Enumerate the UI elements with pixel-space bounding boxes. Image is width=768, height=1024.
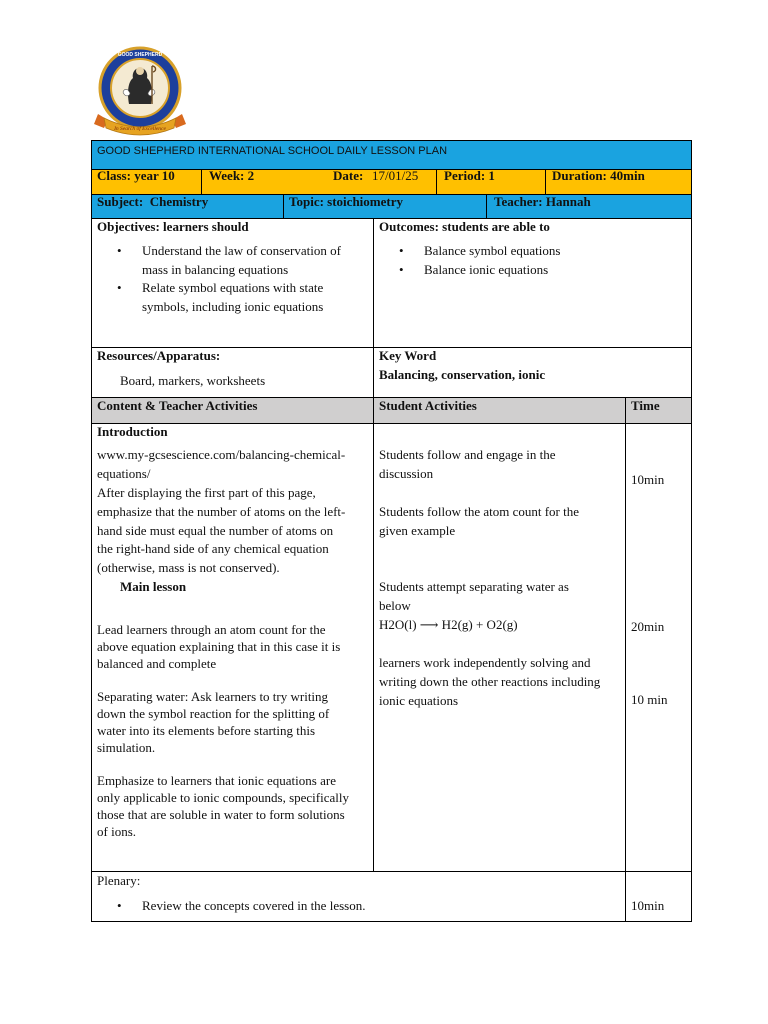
atom-count-paragraph: Lead learners through an atom count for the above equation explaining that in this case it is balanced and complete <box>97 622 341 671</box>
subject-field: Subject: Chemistry <box>97 194 209 209</box>
objective-item: Relate symbol equations with state symbols, including ionic equations <box>142 280 324 314</box>
student-activity: Students attempt separating water as below <box>379 579 569 613</box>
outcomes-heading: Outcomes: students are able to <box>379 219 550 234</box>
keyword-heading: Key Word <box>379 348 437 363</box>
bullet-icon: • <box>117 243 122 258</box>
content-header: Content & Teacher Activities <box>97 398 258 413</box>
time-practice: 10 min <box>631 692 668 707</box>
bullet-icon: • <box>399 262 404 277</box>
ionic-equations-paragraph: Emphasize to learners that ionic equations are only applicable to ionic compounds, specifically those that are soluble in water to form solutions of ions. <box>97 773 349 839</box>
outcome-item: Balance ionic equations <box>424 262 549 277</box>
introduction-heading: Introduction <box>97 424 168 439</box>
water-equation: H2O(l) ⟶ H2(g) + O2(g) <box>379 617 518 632</box>
time-main: 20min <box>631 619 665 634</box>
reference-link: www.my-gcsescience.com/balancing-chemical- equations/ <box>97 447 346 481</box>
student-activity: Students follow and engage in the discussion <box>379 447 556 481</box>
plenary-time: 10min <box>631 898 665 913</box>
plenary-item: Review the concepts covered in the lesson. <box>142 898 366 913</box>
school-logo <box>90 44 190 140</box>
lesson-plan-table <box>91 140 692 922</box>
keyword-text: Balancing, conservation, ionic <box>379 367 546 382</box>
time-header: Time <box>631 398 660 413</box>
objectives-heading: Objectives: learners should <box>97 219 249 234</box>
topic-field: Topic: stoichiometry <box>289 194 403 209</box>
outcome-item: Balance symbol equations <box>424 243 561 258</box>
time-intro: 10min <box>631 472 665 487</box>
introduction-paragraph: After displaying the first part of this page, emphasize that the number of atoms on the left- hand side must equal the number of atoms on the right-hand side of any chemical equation (otherwise, mass is not conserved). <box>97 485 346 576</box>
student-activity: learners work independently solving and writing down the other reactions including ionic equations <box>379 655 601 708</box>
teacher-field: Teacher: Hannah <box>494 194 591 209</box>
lesson-plan-title: GOOD SHEPHERD INTERNATIONAL SCHOOL DAILY LESSON PLAN <box>97 145 448 157</box>
date-label: Date: <box>333 168 364 183</box>
svg-text:GOOD SHEPHERD: GOOD SHEPHERD <box>117 52 163 58</box>
resources-text: Board, markers, worksheets <box>120 373 266 388</box>
duration-field: Duration: 40min <box>552 168 645 183</box>
class-field: Class: year 10 <box>97 168 175 183</box>
main-lesson-heading: Main lesson <box>120 579 187 594</box>
svg-text:In Search of Excellence: In Search of Excellence <box>114 126 166 132</box>
separating-water-paragraph: Separating water: Ask learners to try writing down the symbol reaction for the splitting of water into its elements before starting this simulation. <box>97 689 330 755</box>
student-activity: Students follow the atom count for the given example <box>379 504 580 538</box>
bullet-icon: • <box>117 898 122 913</box>
week-field: Week: 2 <box>209 168 255 183</box>
date-value: 17/01/25 <box>372 168 419 183</box>
resources-heading: Resources/Apparatus: <box>97 348 221 363</box>
school-crest-icon <box>90 44 190 140</box>
bullet-icon: • <box>399 243 404 258</box>
period-field: Period: 1 <box>444 168 495 183</box>
bullet-icon: • <box>117 280 122 295</box>
student-header: Student Activities <box>379 398 477 413</box>
objective-item: Understand the law of conservation of mass in balancing equations <box>142 243 341 277</box>
plenary-label: Plenary: <box>97 873 141 888</box>
